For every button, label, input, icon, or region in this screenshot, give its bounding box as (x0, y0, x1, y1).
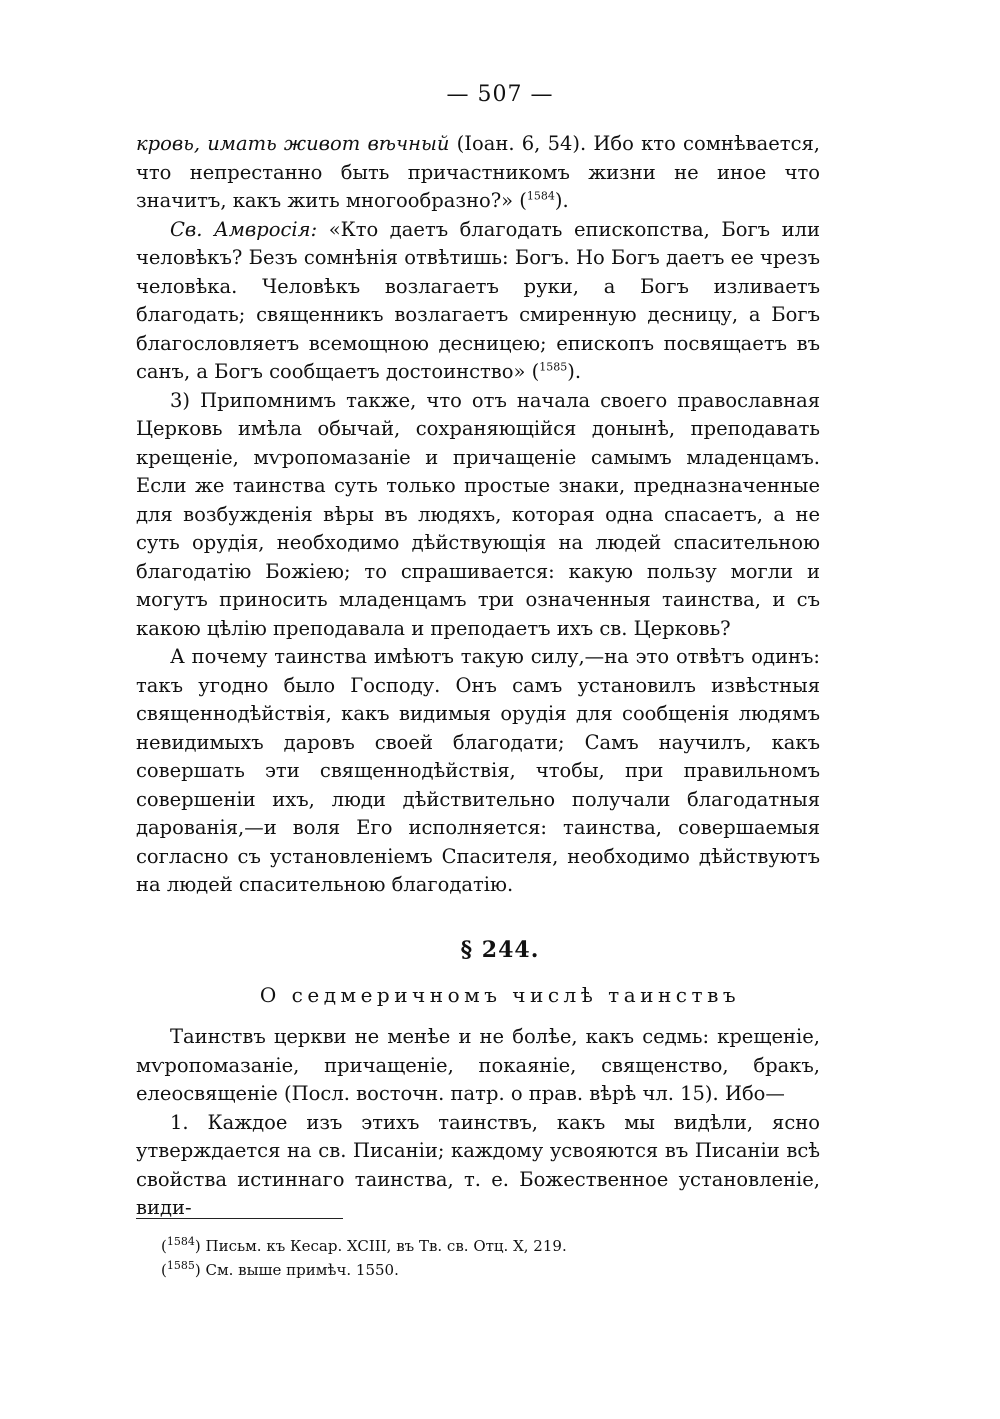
section-title: О седмеричномъ числѣ таинствъ (259, 983, 741, 1007)
main-text-block (136, 130, 820, 900)
page-number: — 507 — (446, 82, 554, 107)
author-italic: Св. Амвросія: (170, 217, 318, 241)
section-text-block (136, 1023, 820, 1223)
paragraph-5: Таинствъ церкви не менѣе и не болѣе, какъ седмь: крещеніе, мѵропомазаніе, причащеніе, покаяніе, священство, бракъ, елеосвященіе (Посл. восточн. патр. о прав. вѣрѣ чл. 15). Ибо— (136, 1025, 820, 1105)
footnote-1584: ($^{1584}$) Письм. къ Кесар. XCIII, въ Тв. св. Отц. X, 219. (161, 1235, 567, 1255)
paragraph-text: «Кто даетъ благодать епископства, Богъ или человѣкъ? Безъ сомнѣнія отвѣтишь: Богъ. Но Богъ даетъ ее чрезъ человѣка. Человѣкъ возлагаетъ руки, а Богъ изливаетъ благодать; священникъ возлагаетъ смиренную десницу, а Богъ благословляетъ всемощною десницею; епископъ посвящаетъ въ санъ, а Богъ сообщаетъ достоинство» ( (136, 217, 820, 383)
footnotes (161, 1234, 801, 1282)
footnote-divider (136, 1218, 343, 1219)
footnote-ref: 1584 (526, 189, 555, 203)
footnote-text: См. выше примѣч. 1550. (200, 1261, 399, 1279)
footnote-1585: ($^{1585}$) См. выше примѣч. 1550. (161, 1259, 399, 1279)
footnote-text: Письм. къ Кесар. XCIII, въ Тв. св. Отц. X, 219. (200, 1237, 567, 1255)
paragraph-end: ). (567, 360, 582, 383)
paragraph-3: 3) Припомнимъ также, что отъ начала своего православная Церковь имѣла обычай, сохраняющійся донынѣ, преподавать крещеніе, мѵропомазаніе и причащеніе самымъ младенцамъ. Если же таинства суть только простые знаки, предназначенные для возбужденія вѣры въ людяхъ, которая одна спасаетъ, а не суть орудія, необходимо дѣйствующія на людей спасительною благодатію Божіею; то спрашивается: какую пользу могли и могутъ приносить младенцамъ три означенныя таинства, и съ какою цѣлію преподавала и преподаетъ ихъ св. Церковь? (136, 388, 820, 640)
section-number: § 244. (460, 937, 540, 963)
paragraph-end: ). (554, 189, 569, 212)
paragraph-4: А почему таинства имѣютъ такую силу,—на это отвѣтъ одинъ: такъ угодно было Господу. Онъ самъ установилъ извѣстныя священнодѣйствія, какъ видимыя орудія для сообщенія людямъ невидимыхъ даровъ своей благодати; Самъ научилъ, какъ совершать эти священнодѣйствія, чтобы, при правильномъ совершеніи ихъ, люди дѣйствительно получали благодатныя дарованія,—и воля Его исполняется: таинства, совершаемыя согласно съ установленіемъ Спасителя, необходимо дѣйствуютъ на людей спасительною благодатію. (136, 645, 820, 896)
paragraph-2 (136, 216, 820, 387)
paragraph-1 (136, 130, 820, 216)
footnote-ref: 1585 (539, 360, 568, 374)
footnote-number: 1585 (166, 1259, 195, 1272)
footnote-number: 1584 (166, 1235, 195, 1248)
quote-italic: кровь, имать живот вѣчный (136, 132, 450, 155)
paragraph-text: (Іоан. 6, 54). Ибо кто сомнѣвается, что непрестанно быть причастникомъ жизни не иное что значитъ, какъ жить многообразно?» ( (136, 132, 820, 212)
paragraph-6: 1. Каждое изъ этихъ таинствъ, какъ мы видѣли, ясно утверждается на св. Писаніи; каждому усвояются въ Писаніи всѣ свойства истиннаго таинства, т. е. Божественное установленіе, види- (136, 1110, 820, 1219)
